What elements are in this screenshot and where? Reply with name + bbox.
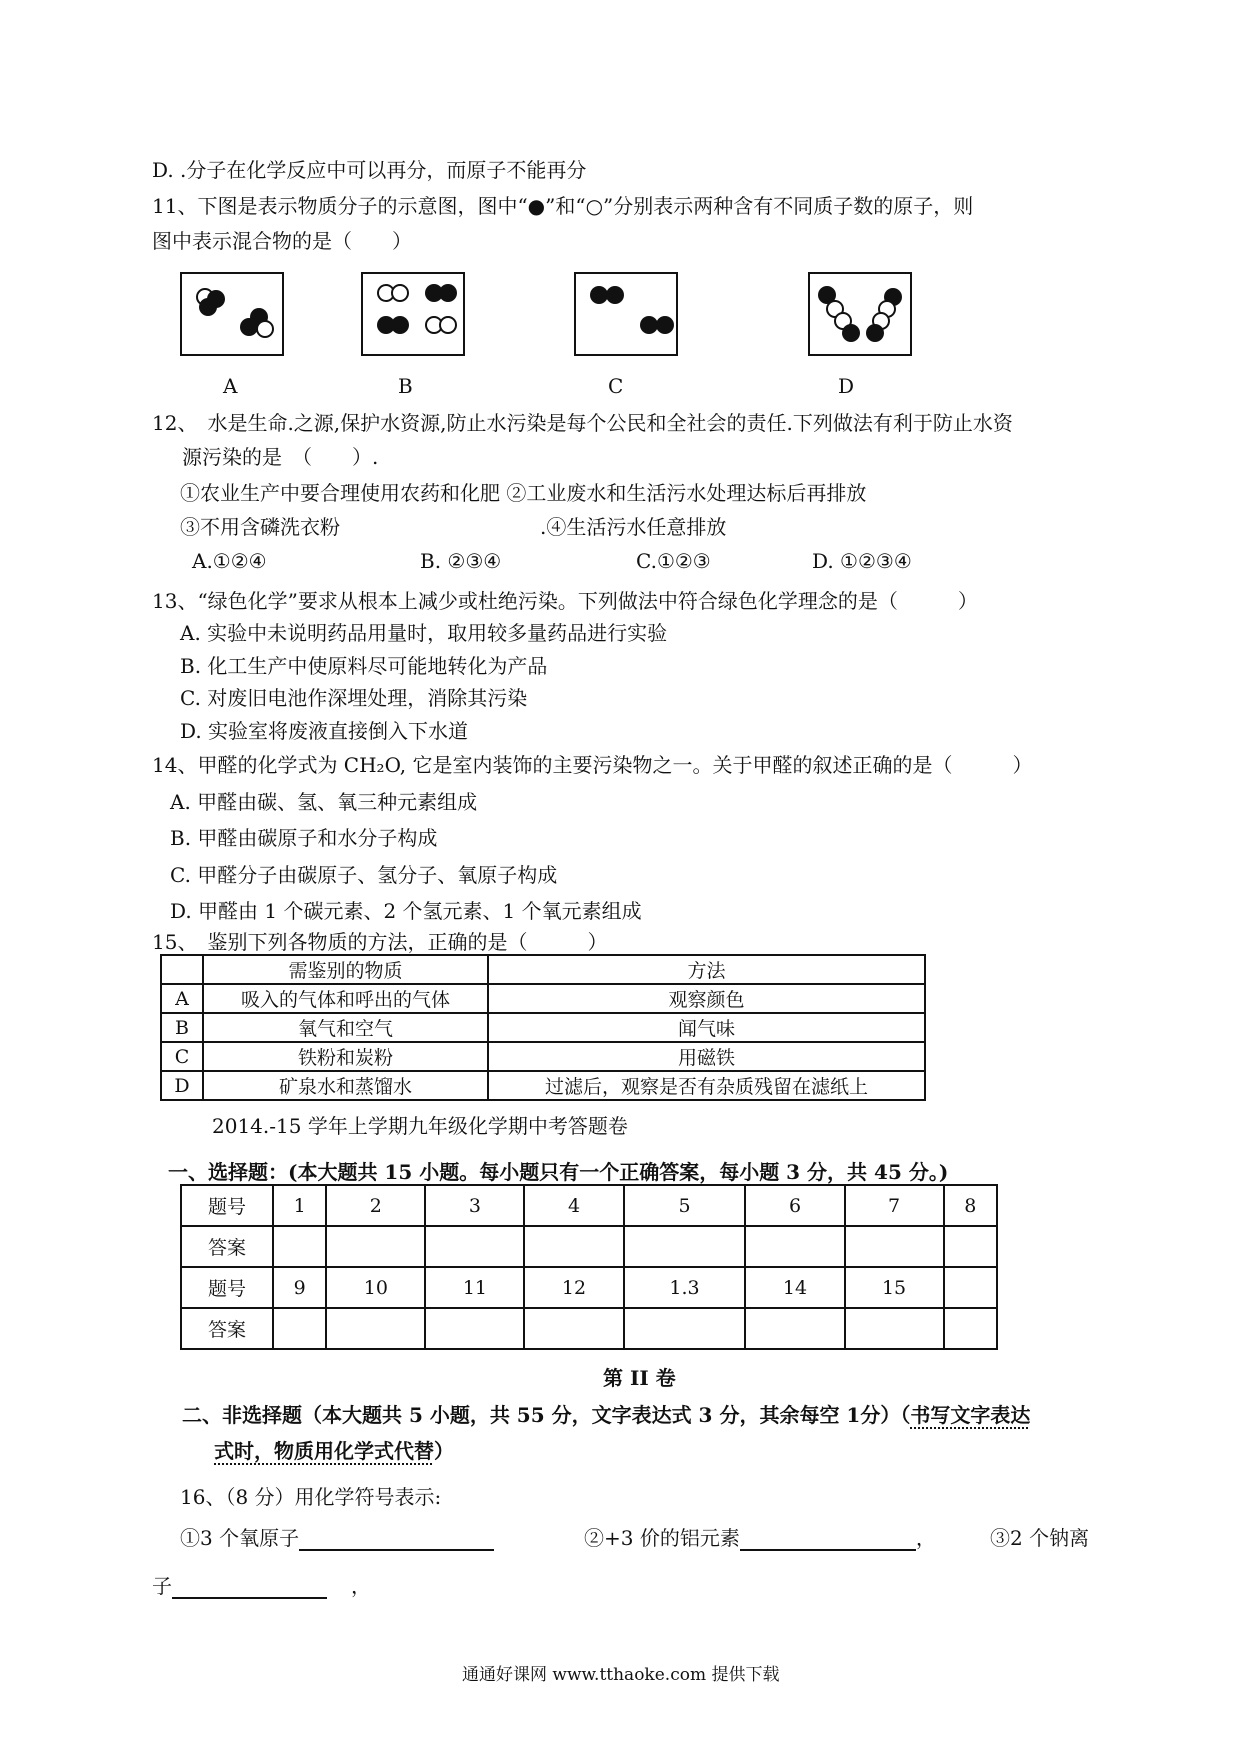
- table-cell: 用磁铁: [488, 1042, 925, 1071]
- table-cell: 矿泉水和蒸馏水: [203, 1071, 488, 1100]
- question-number: 9: [273, 1267, 326, 1308]
- answer-cell[interactable]: [524, 1226, 623, 1267]
- q13-option-d: D. 实验室将废液直接倒入下水道: [180, 719, 469, 743]
- answer-cell[interactable]: [845, 1226, 944, 1267]
- row-label: 题号: [181, 1267, 273, 1308]
- table-row: [181, 1226, 997, 1267]
- q13-option-b: B. 化工生产中使原料尽可能地转化为产品: [180, 654, 548, 678]
- question-number: 7: [845, 1185, 944, 1226]
- diagram-label-c: C: [608, 374, 624, 398]
- q13-option-c: C. 对废旧电池作深埋处理，消除其污染: [180, 686, 528, 710]
- section-1-heading: 一、选择题：(本大题共 15 小题。每小题只有一个正确答案，每小题 3 分，共 45 分。): [168, 1160, 949, 1184]
- q12-item-4: .④生活污水任意排放: [540, 515, 727, 539]
- table-cell: D: [161, 1071, 203, 1100]
- table-row: [161, 955, 925, 984]
- answer-grid: [180, 1184, 998, 1350]
- question-number: 4: [524, 1185, 623, 1226]
- table-row: [161, 1013, 925, 1042]
- question-number: 5: [624, 1185, 746, 1226]
- black-atom: [199, 298, 217, 316]
- q12-item-3: ③不用含磷洗衣粉: [180, 515, 340, 539]
- table-cell: 吸入的气体和呼出的气体: [203, 984, 488, 1013]
- question-number: 15: [845, 1267, 944, 1308]
- q15-stem: 15、 鉴别下列各物质的方法，正确的是（ ）: [152, 930, 608, 954]
- diagram-label-b: B: [398, 374, 413, 398]
- answer-cell[interactable]: [624, 1226, 746, 1267]
- table-row: [161, 984, 925, 1013]
- q14-option-b: B. 甲醛由碳原子和水分子构成: [170, 826, 438, 850]
- section-2-heading-line2: [214, 1435, 454, 1464]
- comma: ，: [915, 1526, 936, 1550]
- q10-option-d: D. .分子在化学反应中可以再分，而原子不能再分: [152, 158, 587, 182]
- answer-cell[interactable]: [745, 1308, 844, 1349]
- molecule-diagram-d: [808, 272, 912, 356]
- row-label: 答案: [181, 1308, 273, 1349]
- q16-item-1-label: ①3 个氧原子: [180, 1526, 300, 1550]
- question-number: 12: [524, 1267, 623, 1308]
- answer-cell[interactable]: [425, 1308, 524, 1349]
- table-cell: 观察颜色: [488, 984, 925, 1013]
- question-number: 10: [326, 1267, 425, 1308]
- question-number: 3: [425, 1185, 524, 1226]
- question-number: 6: [745, 1185, 844, 1226]
- question-number: 8: [944, 1185, 997, 1226]
- white-atom: [391, 284, 409, 302]
- question-number: 2: [326, 1185, 425, 1226]
- table-cell: 氧气和空气: [203, 1013, 488, 1042]
- table-cell: 闻气味: [488, 1013, 925, 1042]
- answer-sheet-title: 2014.-15 学年上学期九年级化学期中考答题卷: [212, 1114, 628, 1138]
- row-label: 答案: [181, 1226, 273, 1267]
- section-2-emphasis: 式时，物质用化学式代替: [214, 1439, 434, 1463]
- q14-option-c: C. 甲醛分子由碳原子、氢分子、氧原子构成: [170, 863, 558, 887]
- black-atom: [842, 324, 860, 342]
- table-cell: 过滤后，观察是否有杂质残留在滤纸上: [488, 1071, 925, 1100]
- q12-option-c: C.①②③: [636, 549, 711, 573]
- white-atom: [439, 316, 457, 334]
- answer-blank[interactable]: [299, 1527, 494, 1551]
- q16-item-2-label: ②+3 价的铝元素: [584, 1526, 740, 1550]
- q16-item-2: [584, 1522, 936, 1551]
- molecule-diagram-a: [180, 272, 284, 356]
- question-number: [944, 1267, 997, 1308]
- molecule-diagram-c: [574, 272, 678, 356]
- q16-item-3-end: 子: [152, 1574, 172, 1598]
- answer-cell[interactable]: [425, 1226, 524, 1267]
- answer-cell[interactable]: [624, 1308, 746, 1349]
- black-atom: [606, 286, 624, 304]
- black-atom: [866, 324, 884, 342]
- part-2-title: 第 II 卷: [603, 1366, 676, 1390]
- q12-items-1-2: ①农业生产中要合理使用农药和化肥 ②工业废水和生活污水处理达标后再排放: [180, 481, 867, 505]
- table-cell: C: [161, 1042, 203, 1071]
- question-number: 1.3: [624, 1267, 746, 1308]
- black-atom: [656, 316, 674, 334]
- answer-cell[interactable]: [326, 1308, 425, 1349]
- q16-item-3-cont: [152, 1570, 371, 1599]
- question-number: 14: [745, 1267, 844, 1308]
- table-row: [181, 1308, 997, 1349]
- diagram-label-d: D: [838, 374, 855, 398]
- answer-cell[interactable]: [273, 1226, 326, 1267]
- table-header: 方法: [488, 955, 925, 984]
- answer-cell[interactable]: [745, 1226, 844, 1267]
- q11-stem-line2: 图中表示混合物的是（ ）: [152, 229, 412, 253]
- table-row: [181, 1185, 997, 1226]
- diagram-label-a: A: [223, 374, 238, 398]
- q16-stem: 16、（8 分）用化学符号表示:: [180, 1485, 442, 1509]
- answer-cell[interactable]: [273, 1308, 326, 1349]
- row-label: 题号: [181, 1185, 273, 1226]
- answer-blank[interactable]: [172, 1575, 327, 1599]
- answer-blank[interactable]: [740, 1527, 916, 1551]
- black-atom: [391, 316, 409, 334]
- section-2-emphasis: 书写文字表达: [910, 1403, 1031, 1427]
- q12-stem-line2: 源污染的是 （ ）.: [182, 445, 379, 469]
- q11-stem-line1: 11、下图是表示物质分子的示意图，图中“●”和“○”分别表示两种含有不同质子数的原子，则: [152, 194, 974, 218]
- table-cell: A: [161, 984, 203, 1013]
- q14-option-a: A. 甲醛由碳、氢、氧三种元素组成: [170, 790, 478, 814]
- q16-item-3: ③2 个钠离: [990, 1526, 1090, 1550]
- table-row: [161, 1071, 925, 1100]
- q14-option-d: D. 甲醛由 1 个碳元素、2 个氢元素、1 个氧元素组成: [170, 899, 642, 923]
- molecule-diagram-b: [361, 272, 465, 356]
- answer-cell[interactable]: [944, 1308, 997, 1349]
- section-2-heading-text: 二、非选择题（本大题共 5 小题，共 55 分，文字表达式 3 分，其余每空 1分）（: [182, 1403, 911, 1427]
- q12-option-d: D. ①②③④: [812, 549, 912, 573]
- white-atom: [256, 320, 274, 338]
- page-footer: 通通好课网 www.tthaoke.com 提供下载: [462, 1665, 780, 1685]
- answer-cell[interactable]: [944, 1226, 997, 1267]
- table-cell: B: [161, 1013, 203, 1042]
- q12-option-b: B. ②③④: [420, 549, 502, 573]
- section-2-heading-text: ）: [434, 1439, 454, 1463]
- q12-stem-line1: 12、 水是生命.之源,保护水资源,防止水污染是每个公民和全社会的责任.下列做法有利于防止水资: [152, 411, 1013, 435]
- comma: ，: [351, 1574, 371, 1598]
- answer-cell[interactable]: [845, 1308, 944, 1349]
- q14-stem: 14、甲醛的化学式为 CH₂O, 它是室内装饰的主要污染物之一。关于甲醛的叙述正确的是（ ）: [152, 753, 1033, 777]
- table-row: [181, 1267, 997, 1308]
- table-cell: 铁粉和炭粉: [203, 1042, 488, 1071]
- question-number: 11: [425, 1267, 524, 1308]
- answer-cell[interactable]: [524, 1308, 623, 1349]
- q16-item-1: [180, 1522, 494, 1551]
- table-header: 需鉴别的物质: [203, 955, 488, 984]
- question-number: 1: [273, 1185, 326, 1226]
- table-cell: [161, 955, 203, 984]
- section-2-heading-line1: [182, 1399, 1030, 1428]
- q12-option-a: A.①②④: [192, 549, 267, 573]
- answer-cell[interactable]: [326, 1226, 425, 1267]
- black-atom: [439, 284, 457, 302]
- q13-option-a: A. 实验中未说明药品用量时，取用较多量药品进行实验: [180, 621, 668, 645]
- table-row: [161, 1042, 925, 1071]
- q15-table: [160, 954, 926, 1101]
- q13-stem: 13、“绿色化学”要求从根本上减少或杜绝污染。下列做法中符合绿色化学理念的是（ ）: [152, 589, 978, 613]
